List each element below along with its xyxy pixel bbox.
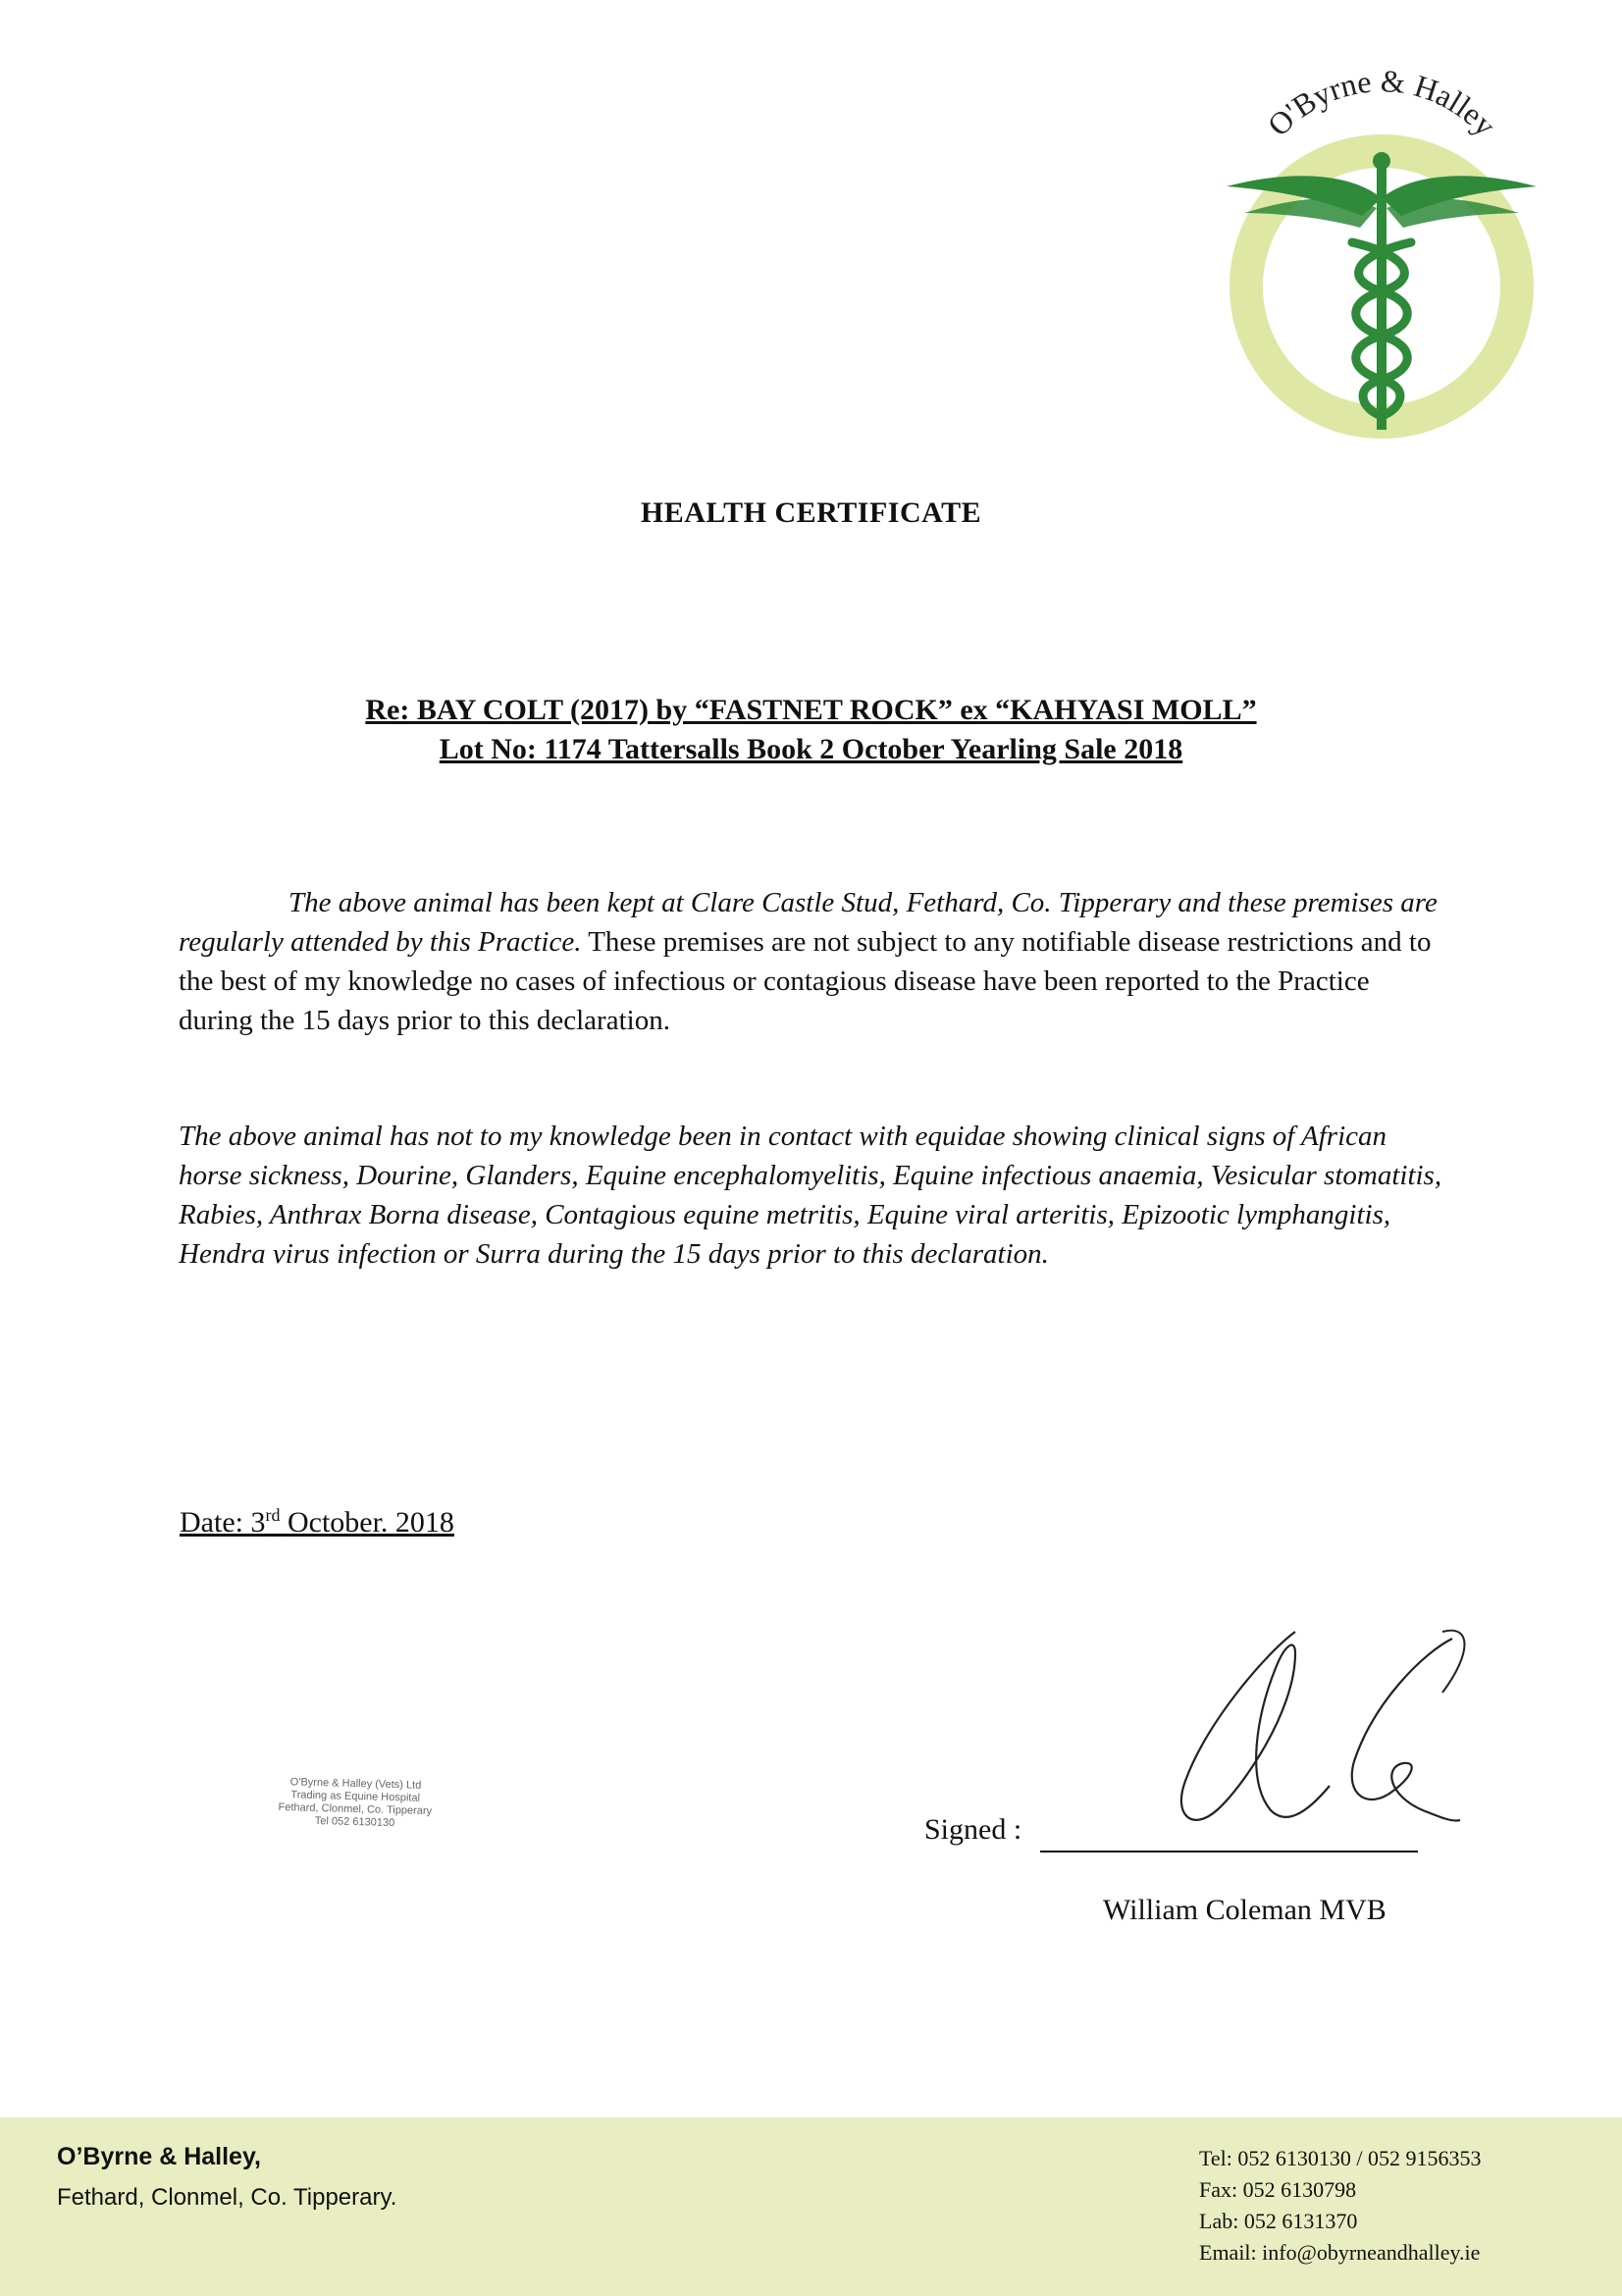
signature-line	[1040, 1851, 1418, 1852]
footer-email: Email: info@obyrneandhalley.ie	[1199, 2240, 1481, 2265]
signed-label: Signed :	[924, 1813, 1022, 1846]
footer-fax: Fax: 052 6130798	[1199, 2177, 1357, 2202]
footer-tel: Tel: 052 6130130 / 052 9156353	[1199, 2146, 1482, 2170]
practice-logo	[1205, 71, 1558, 463]
paragraph-premises-italic: The above animal has been kept at Clare Castle Stud, Fethard, Co. Tipperary and these premises are regularly attended by this Practice.	[179, 887, 1438, 958]
stamp-line: Tel 052 6130130	[314, 1814, 395, 1830]
date-ordinal: rd	[265, 1505, 281, 1525]
stamp-line: Trading as Equine Hospital	[290, 1789, 421, 1804]
paragraph-contact-declaration: The above animal has not to my knowledge been in contact with equidae showing clinical signs of African horse sickness, Dourine, Glanders, Equine encephalomyelitis, Equine infectious anaemia, Vesicular stomatitis, Rabies, Anthrax Borna disease, Contagious equine metritis, Equine viral arteritis, Epizootic lymphangitis, Hendra virus infection or Surra during the 15 days prior to this declaration.	[179, 1121, 1442, 1270]
paragraph-premises-plain: These premises are not subject to any notifiable disease restrictions and to the best of my knowledge no cases of infectious or contagious disease have been reported to the Practice during the 15 days prior to this declaration.	[179, 926, 1432, 1036]
date-suffix: October. 2018	[280, 1506, 454, 1539]
footer-company: O’Byrne & Halley,	[57, 2143, 261, 2170]
document-title: HEALTH CERTIFICATE	[640, 496, 982, 529]
paragraph-premises	[179, 883, 1444, 1040]
subject-horse: Re: BAY COLT (2017) by “FASTNET ROCK” ex “KAHYASI MOLL”	[365, 694, 1257, 726]
signer-name: William Coleman MVB	[1103, 1894, 1387, 1926]
practice-stamp	[256, 1775, 453, 1831]
footer-address: Fethard, Clonmel, Co. Tipperary.	[57, 2184, 397, 2211]
certificate-date	[180, 1505, 454, 1539]
footer-lab: Lab: 052 6131370	[1199, 2209, 1358, 2233]
subject-block	[0, 691, 1622, 769]
date-prefix: Date: 3	[180, 1506, 266, 1539]
logo-text: O'Byrne & Halley	[1260, 71, 1503, 143]
footer-contact	[1199, 2143, 1482, 2269]
stamp-line: O'Byrne & Halley (Vets) Ltd	[289, 1776, 422, 1792]
subject-lot: Lot No: 1174 Tattersalls Book 2 October Yearling Sale 2018	[439, 733, 1183, 765]
handwritten-signature	[1148, 1614, 1482, 1850]
caduceus-staff-icon	[1377, 165, 1387, 430]
stamp-line: Fethard, Clonmel, Co. Tipperary	[278, 1800, 433, 1818]
